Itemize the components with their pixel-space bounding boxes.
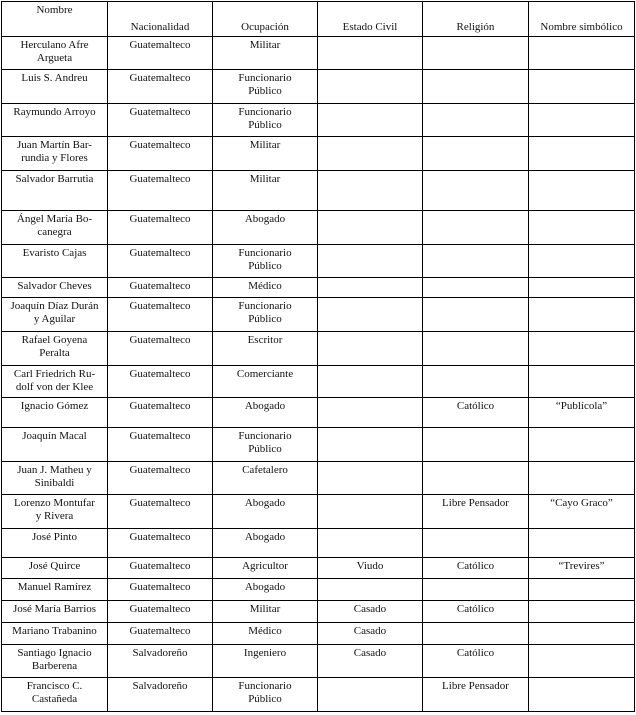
cell-nombre: Salvador Barrutia: [2, 171, 108, 211]
cell-ocupacion: Militar: [213, 171, 318, 211]
cell-nombre: Joaquín Macal: [2, 428, 108, 462]
table-row: [2, 137, 635, 171]
table-row: [2, 495, 635, 529]
cell-estado-civil: [318, 579, 423, 601]
cell-religion: [423, 211, 529, 245]
header-nombre: Nombre: [2, 2, 108, 37]
cell-ocupacion: Militar: [213, 137, 318, 171]
cell-nombre: Juan Martín Bar- rundia y Flores: [2, 137, 108, 171]
cell-nombre-simbolico: [529, 70, 635, 104]
cell-nacionalidad: Guatemalteco: [108, 298, 213, 332]
cell-nombre: Rafael Goyena Peralta: [2, 332, 108, 366]
cell-religion: [423, 171, 529, 211]
cell-ocupacion: Abogado: [213, 495, 318, 529]
cell-nombre: Lorenzo Montufar y Rivera: [2, 495, 108, 529]
cell-nombre-simbolico: [529, 428, 635, 462]
cell-estado-civil: [318, 462, 423, 495]
cell-ocupacion: Militar: [213, 37, 318, 70]
table-row: [2, 601, 635, 623]
cell-nombre-simbolico: [529, 366, 635, 398]
cell-nombre: Herculano Afre Argueta: [2, 37, 108, 70]
cell-estado-civil: [318, 366, 423, 398]
cell-ocupacion: Abogado: [213, 211, 318, 245]
table-row: [2, 678, 635, 712]
cell-nacionalidad: Salvadoreño: [108, 645, 213, 678]
table-row: [2, 211, 635, 245]
cell-religion: Católico: [423, 398, 529, 428]
cell-nombre: Mariano Trabanino: [2, 623, 108, 645]
table-row: [2, 245, 635, 278]
cell-nacionalidad: Guatemalteco: [108, 211, 213, 245]
cell-nombre-simbolico: [529, 579, 635, 601]
cell-estado-civil: [318, 245, 423, 278]
cell-religion: Católico: [423, 558, 529, 579]
header-estado-civil: Estado Civil: [318, 2, 423, 37]
table-row: [2, 398, 635, 428]
table-row: [2, 104, 635, 137]
cell-nombre: Evaristo Cajas: [2, 245, 108, 278]
cell-nombre: Joaquín Díaz Durán y Aguilar: [2, 298, 108, 332]
cell-religion: [423, 245, 529, 278]
table-row: [2, 623, 635, 645]
cell-estado-civil: [318, 137, 423, 171]
cell-estado-civil: Casado: [318, 623, 423, 645]
cell-estado-civil: [318, 678, 423, 712]
cell-estado-civil: [318, 495, 423, 529]
cell-ocupacion: Cafetalero: [213, 462, 318, 495]
cell-estado-civil: Casado: [318, 601, 423, 623]
cell-ocupacion: Abogado: [213, 579, 318, 601]
cell-nombre-simbolico: [529, 623, 635, 645]
cell-ocupacion: Funcionario Público: [213, 70, 318, 104]
cell-nacionalidad: Guatemalteco: [108, 398, 213, 428]
cell-nombre-simbolico: [529, 645, 635, 678]
cell-religion: [423, 70, 529, 104]
cell-nacionalidad: Guatemalteco: [108, 428, 213, 462]
cell-nombre-simbolico: [529, 171, 635, 211]
cell-nacionalidad: Guatemalteco: [108, 601, 213, 623]
cell-nombre: José María Barrios: [2, 601, 108, 623]
table-row: [2, 579, 635, 601]
cell-religion: Católico: [423, 645, 529, 678]
cell-nacionalidad: Guatemalteco: [108, 529, 213, 558]
cell-nacionalidad: Guatemalteco: [108, 171, 213, 211]
cell-religion: [423, 462, 529, 495]
cell-estado-civil: [318, 278, 423, 298]
cell-religion: [423, 298, 529, 332]
cell-estado-civil: [318, 332, 423, 366]
cell-nombre-simbolico: [529, 529, 635, 558]
cell-nacionalidad: Guatemalteco: [108, 558, 213, 579]
cell-nombre: Manuel Ramírez: [2, 579, 108, 601]
cell-nombre: Carl Friedrich Ru- dolf von der Klee: [2, 366, 108, 398]
cell-estado-civil: [318, 37, 423, 70]
cell-ocupacion: Militar: [213, 601, 318, 623]
cell-ocupacion: Abogado: [213, 529, 318, 558]
cell-nacionalidad: Guatemalteco: [108, 70, 213, 104]
cell-nacionalidad: Guatemalteco: [108, 332, 213, 366]
cell-ocupacion: Funcionario Público: [213, 245, 318, 278]
cell-ocupacion: Escritor: [213, 332, 318, 366]
cell-religion: [423, 428, 529, 462]
cell-nombre: Raymundo Arroyo: [2, 104, 108, 137]
cell-ocupacion: Comerciante: [213, 366, 318, 398]
cell-nacionalidad: Guatemalteco: [108, 366, 213, 398]
table-row: [2, 558, 635, 579]
cell-ocupacion: Funcionario Público: [213, 298, 318, 332]
cell-estado-civil: [318, 171, 423, 211]
cell-religion: [423, 37, 529, 70]
cell-religion: [423, 529, 529, 558]
table-row: [2, 428, 635, 462]
cell-nacionalidad: Guatemalteco: [108, 579, 213, 601]
cell-religion: [423, 278, 529, 298]
members-table: [1, 1, 635, 712]
table-row: [2, 37, 635, 70]
cell-estado-civil: Viudo: [318, 558, 423, 579]
cell-estado-civil: [318, 104, 423, 137]
header-row: [2, 2, 635, 37]
cell-religion: [423, 137, 529, 171]
cell-nombre-simbolico: “Publícola”: [529, 398, 635, 428]
cell-nombre-simbolico: [529, 298, 635, 332]
cell-nacionalidad: Guatemalteco: [108, 278, 213, 298]
header-religion: Religión: [423, 2, 529, 37]
cell-nacionalidad: Guatemalteco: [108, 462, 213, 495]
cell-nombre: Santiago Ignacio Barberena: [2, 645, 108, 678]
cell-estado-civil: [318, 428, 423, 462]
cell-nombre: Juan J. Matheu y Sinibaldi: [2, 462, 108, 495]
cell-estado-civil: [318, 398, 423, 428]
cell-nombre: José Pinto: [2, 529, 108, 558]
cell-ocupacion: Funcionario Público: [213, 428, 318, 462]
cell-nacionalidad: Guatemalteco: [108, 37, 213, 70]
cell-nombre-simbolico: “Cayo Graco”: [529, 495, 635, 529]
cell-religion: Libre Pensador: [423, 678, 529, 712]
cell-ocupacion: Funcionario Público: [213, 678, 318, 712]
table-row: [2, 298, 635, 332]
cell-nombre-simbolico: [529, 601, 635, 623]
cell-religion: Católico: [423, 601, 529, 623]
header-ocupacion: Ocupación: [213, 2, 318, 37]
table-row: [2, 171, 635, 211]
cell-nombre: Francisco C. Castañeda: [2, 678, 108, 712]
cell-nombre-simbolico: “Trevires”: [529, 558, 635, 579]
cell-ocupacion: Médico: [213, 623, 318, 645]
cell-nombre: José Quirce: [2, 558, 108, 579]
cell-nombre-simbolico: [529, 678, 635, 712]
cell-ocupacion: Ingeniero: [213, 645, 318, 678]
header-nombre-simbolico: Nombre simbólico: [529, 2, 635, 37]
cell-religion: Libre Pensador: [423, 495, 529, 529]
cell-nombre-simbolico: [529, 37, 635, 70]
cell-estado-civil: Casado: [318, 645, 423, 678]
cell-nombre-simbolico: [529, 245, 635, 278]
table-row: [2, 529, 635, 558]
table-row: [2, 366, 635, 398]
cell-nombre-simbolico: [529, 332, 635, 366]
cell-nacionalidad: Guatemalteco: [108, 245, 213, 278]
cell-estado-civil: [318, 70, 423, 104]
cell-religion: [423, 579, 529, 601]
table-row: [2, 332, 635, 366]
cell-estado-civil: [318, 298, 423, 332]
cell-nombre-simbolico: [529, 104, 635, 137]
cell-nacionalidad: Guatemalteco: [108, 104, 213, 137]
cell-nombre-simbolico: [529, 211, 635, 245]
cell-religion: [423, 366, 529, 398]
cell-nombre: Luis S. Andreu: [2, 70, 108, 104]
cell-ocupacion: Funcionario Público: [213, 104, 318, 137]
table-row: [2, 645, 635, 678]
cell-nombre: Ignacio Gómez: [2, 398, 108, 428]
cell-nombre: Salvador Cheves: [2, 278, 108, 298]
cell-religion: [423, 104, 529, 137]
cell-estado-civil: [318, 529, 423, 558]
cell-nacionalidad: Guatemalteco: [108, 137, 213, 171]
cell-religion: [423, 623, 529, 645]
cell-religion: [423, 332, 529, 366]
cell-nombre: Ángel María Bo- canegra: [2, 211, 108, 245]
cell-nombre-simbolico: [529, 278, 635, 298]
cell-nombre-simbolico: [529, 137, 635, 171]
cell-nacionalidad: Guatemalteco: [108, 623, 213, 645]
table-row: [2, 70, 635, 104]
header-nacionalidad: Nacionalidad: [108, 2, 213, 37]
table-row: [2, 462, 635, 495]
table-row: [2, 278, 635, 298]
cell-ocupacion: Médico: [213, 278, 318, 298]
cell-ocupacion: Agricultor: [213, 558, 318, 579]
cell-nombre-simbolico: [529, 462, 635, 495]
cell-ocupacion: Abogado: [213, 398, 318, 428]
cell-nacionalidad: Guatemalteco: [108, 495, 213, 529]
cell-estado-civil: [318, 211, 423, 245]
cell-nacionalidad: Salvadoreño: [108, 678, 213, 712]
